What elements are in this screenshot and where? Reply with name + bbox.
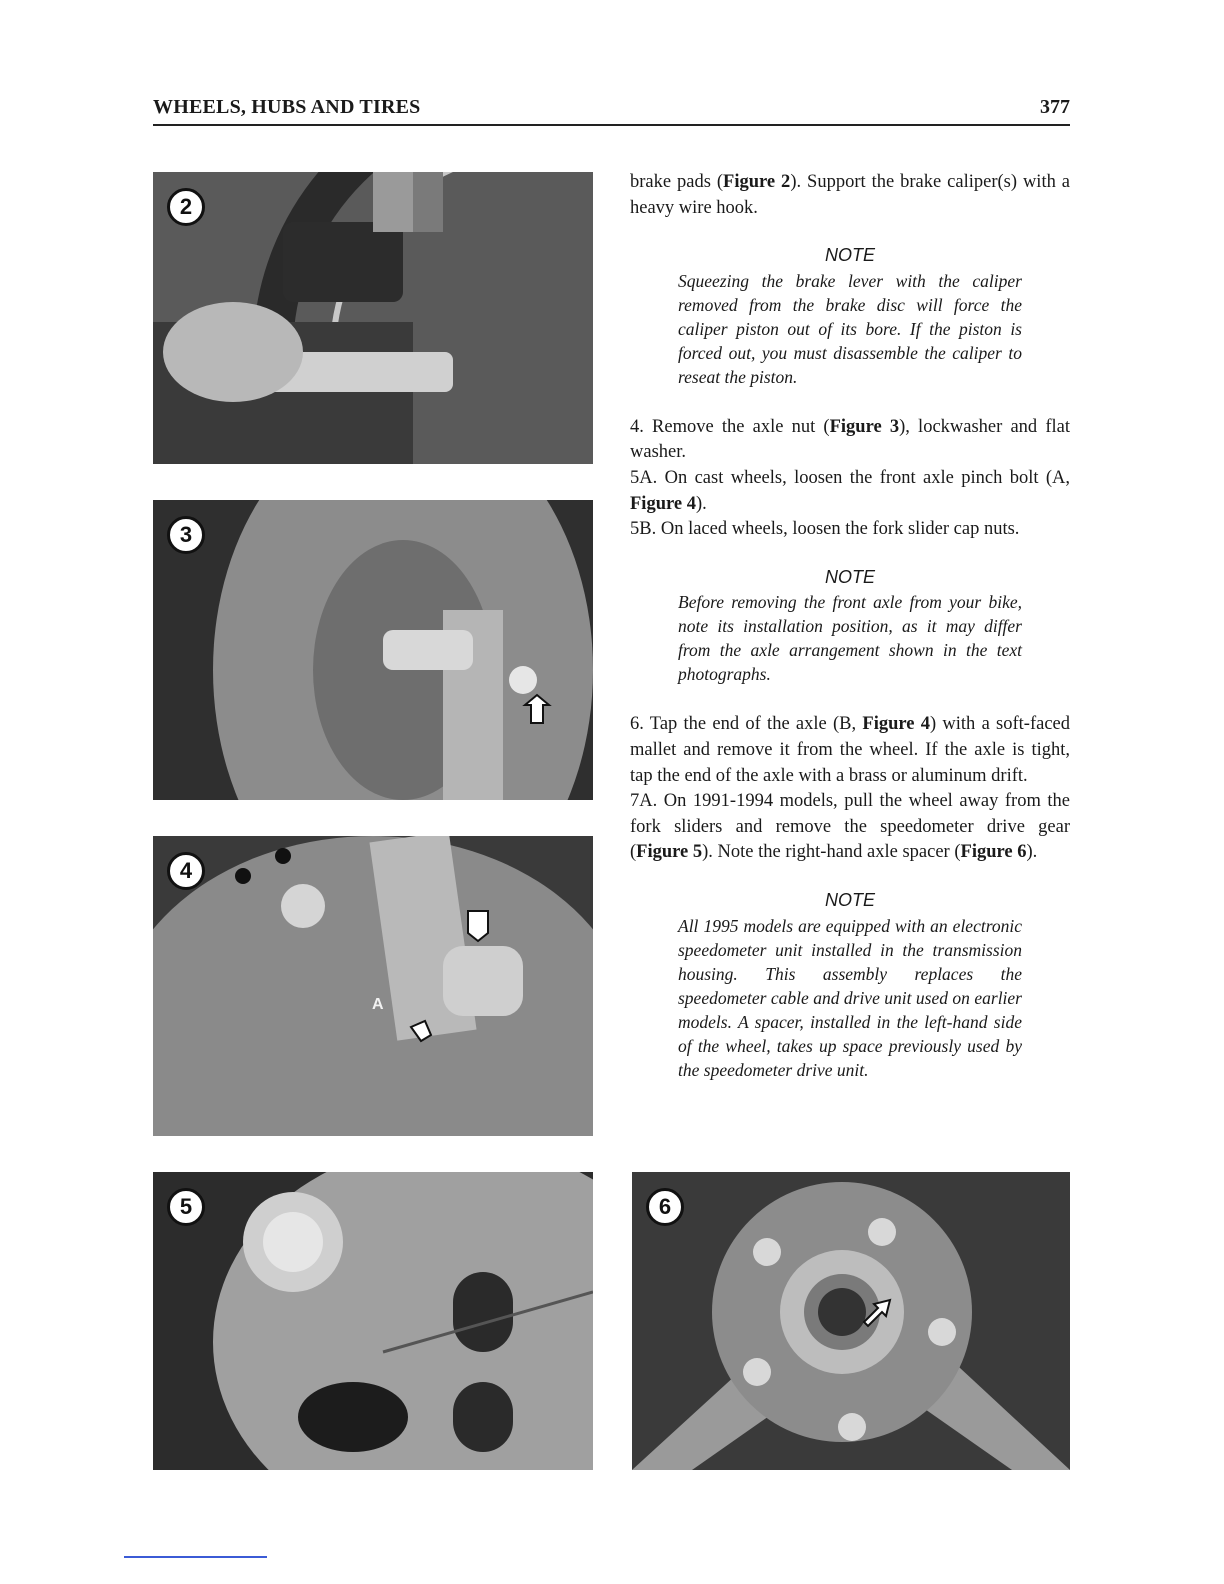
- figure-4-number: 4: [167, 852, 205, 890]
- figure-4-illustration: [153, 836, 593, 1136]
- figure-6-illustration: [632, 1172, 1070, 1470]
- note-1-heading: NOTE: [824, 245, 875, 266]
- figure-2-illustration: [153, 172, 593, 464]
- figure-6-photo: [632, 1172, 1070, 1470]
- note-3-body: All 1995 models are equipped with an electronic speedometer unit installed in the transmission housing. This assembly replaces the speedometer cable and drive unit used on earlier models. A spacer, installed in the left-hand side of the wheel, takes up space previously used by the speedometer drive unit.: [678, 915, 1022, 1080]
- figure-4-callout-a: A: [372, 996, 384, 1013]
- step-7a: 7A. On 1991-1994 models, pull the wheel away from the fork sliders and remove the speedometer drive gear (Figure 5). Note the right-hand axle spacer (Figure 6).: [630, 791, 1070, 863]
- note-2-body: Before removing the front axle from your bike, note its installation position, as it may differ from the axle arrangement shown in the text photographs.: [678, 592, 1022, 685]
- figure-3-photo: [153, 500, 593, 800]
- note-3-heading: NOTE: [824, 889, 875, 910]
- figure-3-number: 3: [167, 516, 205, 554]
- paragraph-brake-pads: brake pads (Figure 2). Support the brake caliper(s) with a heavy wire hook.: [630, 172, 1070, 218]
- figure-5-number: 5: [167, 1188, 205, 1226]
- step-5b: 5B. On laced wheels, loosen the fork slider cap nuts.: [630, 519, 1020, 540]
- figure-5-illustration: [153, 1172, 593, 1470]
- step-6: 6. Tap the end of the axle (B, Figure 4) with a soft-faced mallet and remove it from the wheel. If the axle is tight, tap the end of the axle with a brass or aluminum drift.: [630, 714, 1070, 786]
- figure-6-number: 6: [646, 1188, 684, 1226]
- page-number: 377: [1040, 96, 1070, 118]
- footer-link-line[interactable]: [124, 1556, 267, 1558]
- step-5a: 5A. On cast wheels, loosen the front axle pinch bolt (A, Figure 4).: [630, 467, 1070, 514]
- body-text-column: [630, 170, 1070, 1082]
- figure-2-photo: [153, 172, 593, 464]
- note-1-body: Squeezing the brake lever with the caliper removed from the brake disc will force the caliper piston out of its bore. If the piston is forced out, you must disassemble the caliper to reseat the piston.: [678, 270, 1022, 387]
- figure-5-photo: [153, 1172, 593, 1470]
- header-rule: [153, 124, 1070, 126]
- running-header: WHEELS, HUBS AND TIRES: [153, 96, 421, 118]
- note-2-heading: NOTE: [824, 566, 875, 587]
- figure-3-illustration: [153, 500, 593, 800]
- figure-2-number: 2: [167, 188, 205, 226]
- figure-4-photo: [153, 836, 593, 1136]
- step-4: 4. Remove the axle nut (Figure 3), lockwasher and flat washer.: [630, 416, 1070, 463]
